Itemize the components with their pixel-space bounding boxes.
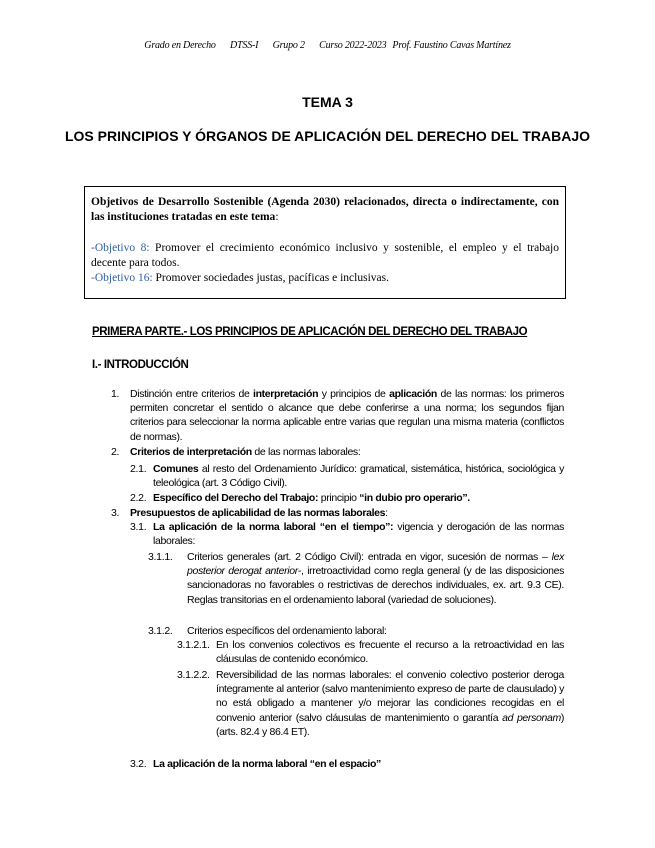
item-3-text: Presupuestos de aplicabilidad de las normas laborales: [130, 507, 388, 519]
item-2-text: Criterios de interpretación de las normas laborales: [130, 446, 361, 458]
header-course: Curso 2022-2023 [319, 40, 387, 51]
item-2-2-text: Específico del Derecho del Trabajo: principio “in dubio pro operario”. [153, 492, 470, 504]
item-3-1-number: 3.1. [130, 521, 147, 533]
item-2-1-text: Comunes al resto del Ordenamiento Jurídico: gramatical, sistemática, histórica, sociológica y teleológica (art. 3 Código Civil). [153, 463, 564, 490]
item-3-1-2-number: 3.1.2. [148, 625, 173, 637]
objective-8: -Objetivo 8: Promover el crecimiento económico inclusivo y sostenible, el empleo y el trabajo decente para todos. [91, 242, 559, 269]
objective-16-label: -Objetivo 16: [91, 272, 153, 284]
item-3-1-2-2-text: Reversibilidad de las normas laborales: el convenio colectivo posterior deroga íntegramente al anterior (salvo mantenimiento expreso de parte de clausulado) y no está obligado a mantener y/o mejorar las condiciones recogidas en el convenio anterior (salvo cláusulas de mantenimiento o garantía ad personam) (arts. 82.4 y 86.4 ET). [216, 669, 564, 738]
section-title: I.- INTRODUCCIÓN [92, 359, 189, 371]
header-group: Grupo 2 [272, 40, 305, 51]
item-3-1-2-1-number: 3.1.2.1. [177, 639, 210, 651]
page-title: LOS PRINCIPIOS Y ÓRGANOS DE APLICACIÓN DEL DERECHO DEL TRABAJO [64, 128, 591, 144]
item-3-1-1-text: Criterios generales (art. 2 Código Civil): entrada en vigor, sucesión de normas – lex posterior derogat anterior-, irretroactividad como regla general (y de las disposiciones sancionadoras no favorables o restrictivas de derechos individuales, ex. art. 9.3 CE). Reglas transitorias en el ordenamiento laboral (variedad de soluciones). [187, 551, 564, 606]
header-professor: Prof. Faustino Cavas Martínez [392, 40, 511, 51]
running-header [0, 40, 655, 51]
item-3-2-text: La aplicación de la norma laboral “en el espacio” [153, 758, 381, 770]
item-3-1-2-1-text: En los convenios colectivos es frecuente el recurso a la retroactividad en las cláusulas de contenido económico. [216, 639, 564, 666]
objective-16: -Objetivo 16: Promover sociedades justas, pacíficas e inclusivas. [91, 272, 389, 284]
objectives-heading: Objetivos de Desarrollo Sostenible (Agenda 2030) relacionados, directa o indirectamente, con las instituciones tratadas en este tema: [91, 196, 559, 223]
item-3-1-1-number: 3.1.1. [148, 551, 173, 563]
objectives-box [84, 186, 566, 299]
item-3-1-2-2-number: 3.1.2.2. [177, 669, 210, 681]
header-subject: DTSS-I [230, 40, 259, 51]
item-3-number: 3. [111, 507, 120, 519]
part-title: PRIMERA PARTE.- LOS PRINCIPIOS DE APLICACIÓN DEL DERECHO DEL TRABAJO [92, 326, 528, 338]
item-3-1-2-text: Criterios específicos del ordenamiento laboral: [187, 625, 387, 637]
item-1-text: Distinción entre criterios de interpretación y principios de aplicación de las normas: los primeros permiten concretar el sentido o alcance que debe conferirse a una norma; los segundos fijan criterios para seleccionar la norma aplicable entre varias que regulan una misma materia (conflictos de normas). [130, 388, 564, 443]
header-degree: Grado en Derecho [144, 40, 216, 51]
tema-number: TEMA 3 [302, 94, 353, 110]
item-3-1-text: La aplicación de la norma laboral “en el tiempo”: vigencia y derogación de las normas laborales: [153, 521, 565, 548]
item-3-2-number: 3.2. [130, 758, 147, 770]
objective-8-label: -Objetivo 8: [91, 242, 150, 254]
item-2-2-number: 2.2. [130, 492, 147, 504]
item-2-1-number: 2.1. [130, 463, 147, 475]
item-2-number: 2. [111, 446, 120, 458]
item-1-number: 1. [111, 388, 120, 400]
